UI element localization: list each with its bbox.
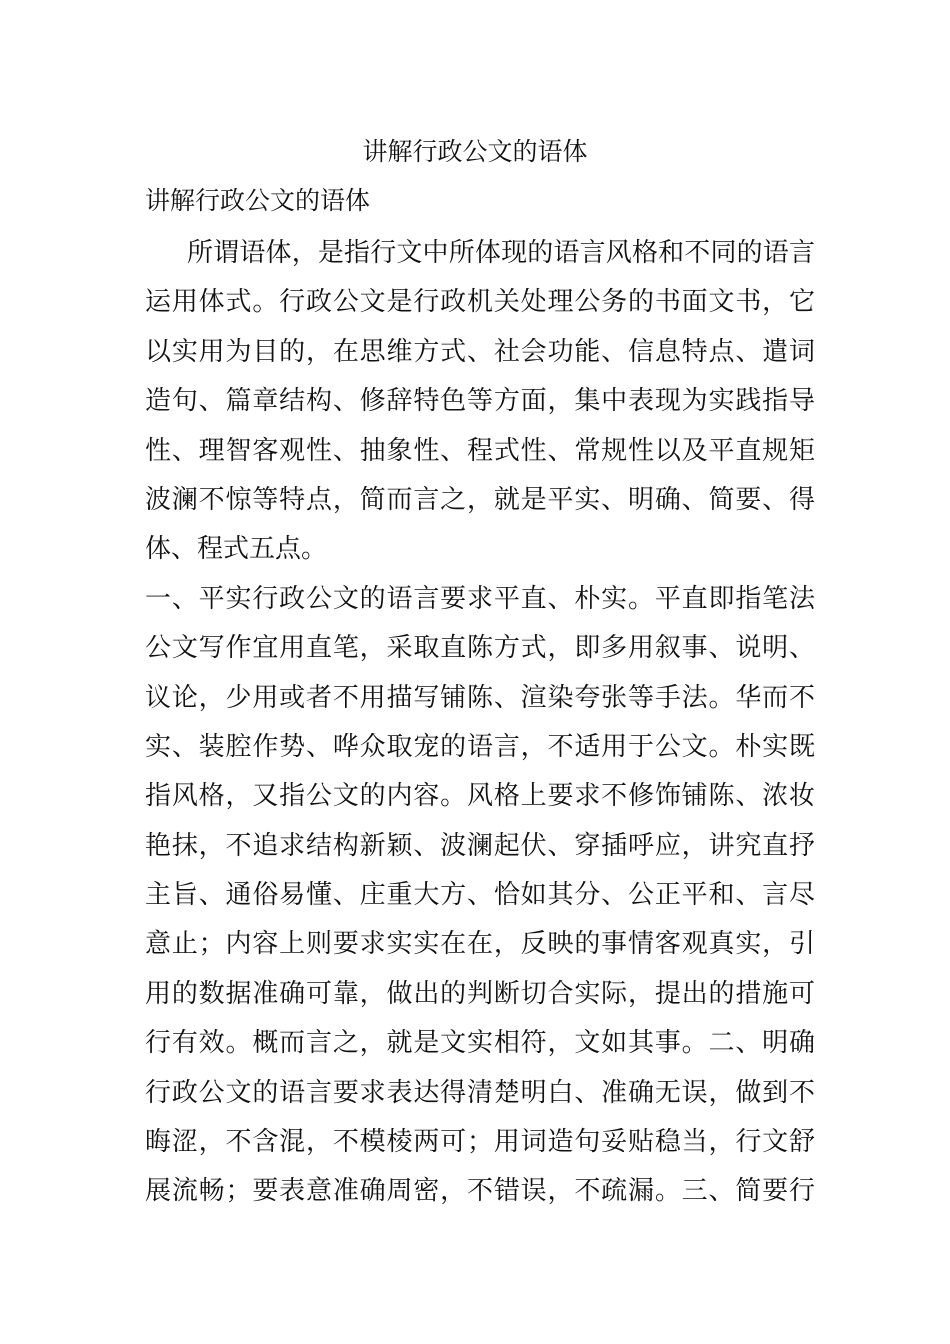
body-line: 实、装腔作势、哗众取宠的语言，不适用于公文。朴实既 bbox=[145, 731, 815, 762]
body-line: 性、理智客观性、抽象性、程式性、常规性以及平直规矩 bbox=[145, 435, 815, 466]
body-line: 所谓语体，是指行文中所体现的语言风格和不同的语言 bbox=[187, 238, 815, 268]
body-line: 波澜不惊等特点，简而言之，就是平实、明确、简要、得 bbox=[145, 484, 815, 515]
body-line: 体、程式五点。 bbox=[145, 534, 328, 565]
body-line: 一、平实行政公文的语言要求平直、朴实。平直即指笔法 bbox=[145, 583, 815, 614]
body-line: 以实用为目的，在思维方式、社会功能、信息特点、遣词 bbox=[145, 336, 815, 367]
body-line: 展流畅；要表意准确周密，不错误，不疏漏。三、简要行 bbox=[145, 1176, 815, 1207]
body-line: 公文写作宜用直笔，采取直陈方式，即多用叙事、说明、 bbox=[145, 633, 815, 664]
body-line: 指风格，又指公文的内容。风格上要求不修饰铺陈、浓妆 bbox=[145, 781, 815, 812]
body-line: 造句、篇章结构、修辞特色等方面，集中表现为实践指导 bbox=[145, 386, 815, 417]
body-line: 行政公文的语言要求表达得清楚明白、准确无误，做到不 bbox=[145, 1077, 815, 1108]
body-line: 意止；内容上则要求实实在在，反映的事情客观真实，引 bbox=[145, 929, 815, 960]
body-line: 行有效。概而言之，就是文实相符，文如其事。二、明确 bbox=[145, 1028, 815, 1059]
document-body bbox=[145, 229, 815, 1217]
body-line: 运用体式。行政公文是行政机关处理公务的书面文书，它 bbox=[145, 287, 815, 318]
document-subtitle: 讲解行政公文的语体 bbox=[145, 186, 371, 215]
body-line: 晦涩，不含混，不模棱两可；用词造句妥贴稳当，行文舒 bbox=[145, 1127, 815, 1158]
body-line: 议论，少用或者不用描写铺陈、渲染夸张等手法。华而不 bbox=[145, 682, 815, 713]
body-line: 艳抹，不追求结构新颖、波澜起伏、穿插呼应，讲究直抒 bbox=[145, 830, 815, 861]
body-line: 主旨、通俗易懂、庄重大方、恰如其分、公正平和、言尽 bbox=[145, 880, 815, 911]
body-line: 用的数据准确可靠，做出的判断切合实际，提出的措施可 bbox=[145, 978, 815, 1009]
document-title: 讲解行政公文的语体 bbox=[362, 137, 588, 166]
